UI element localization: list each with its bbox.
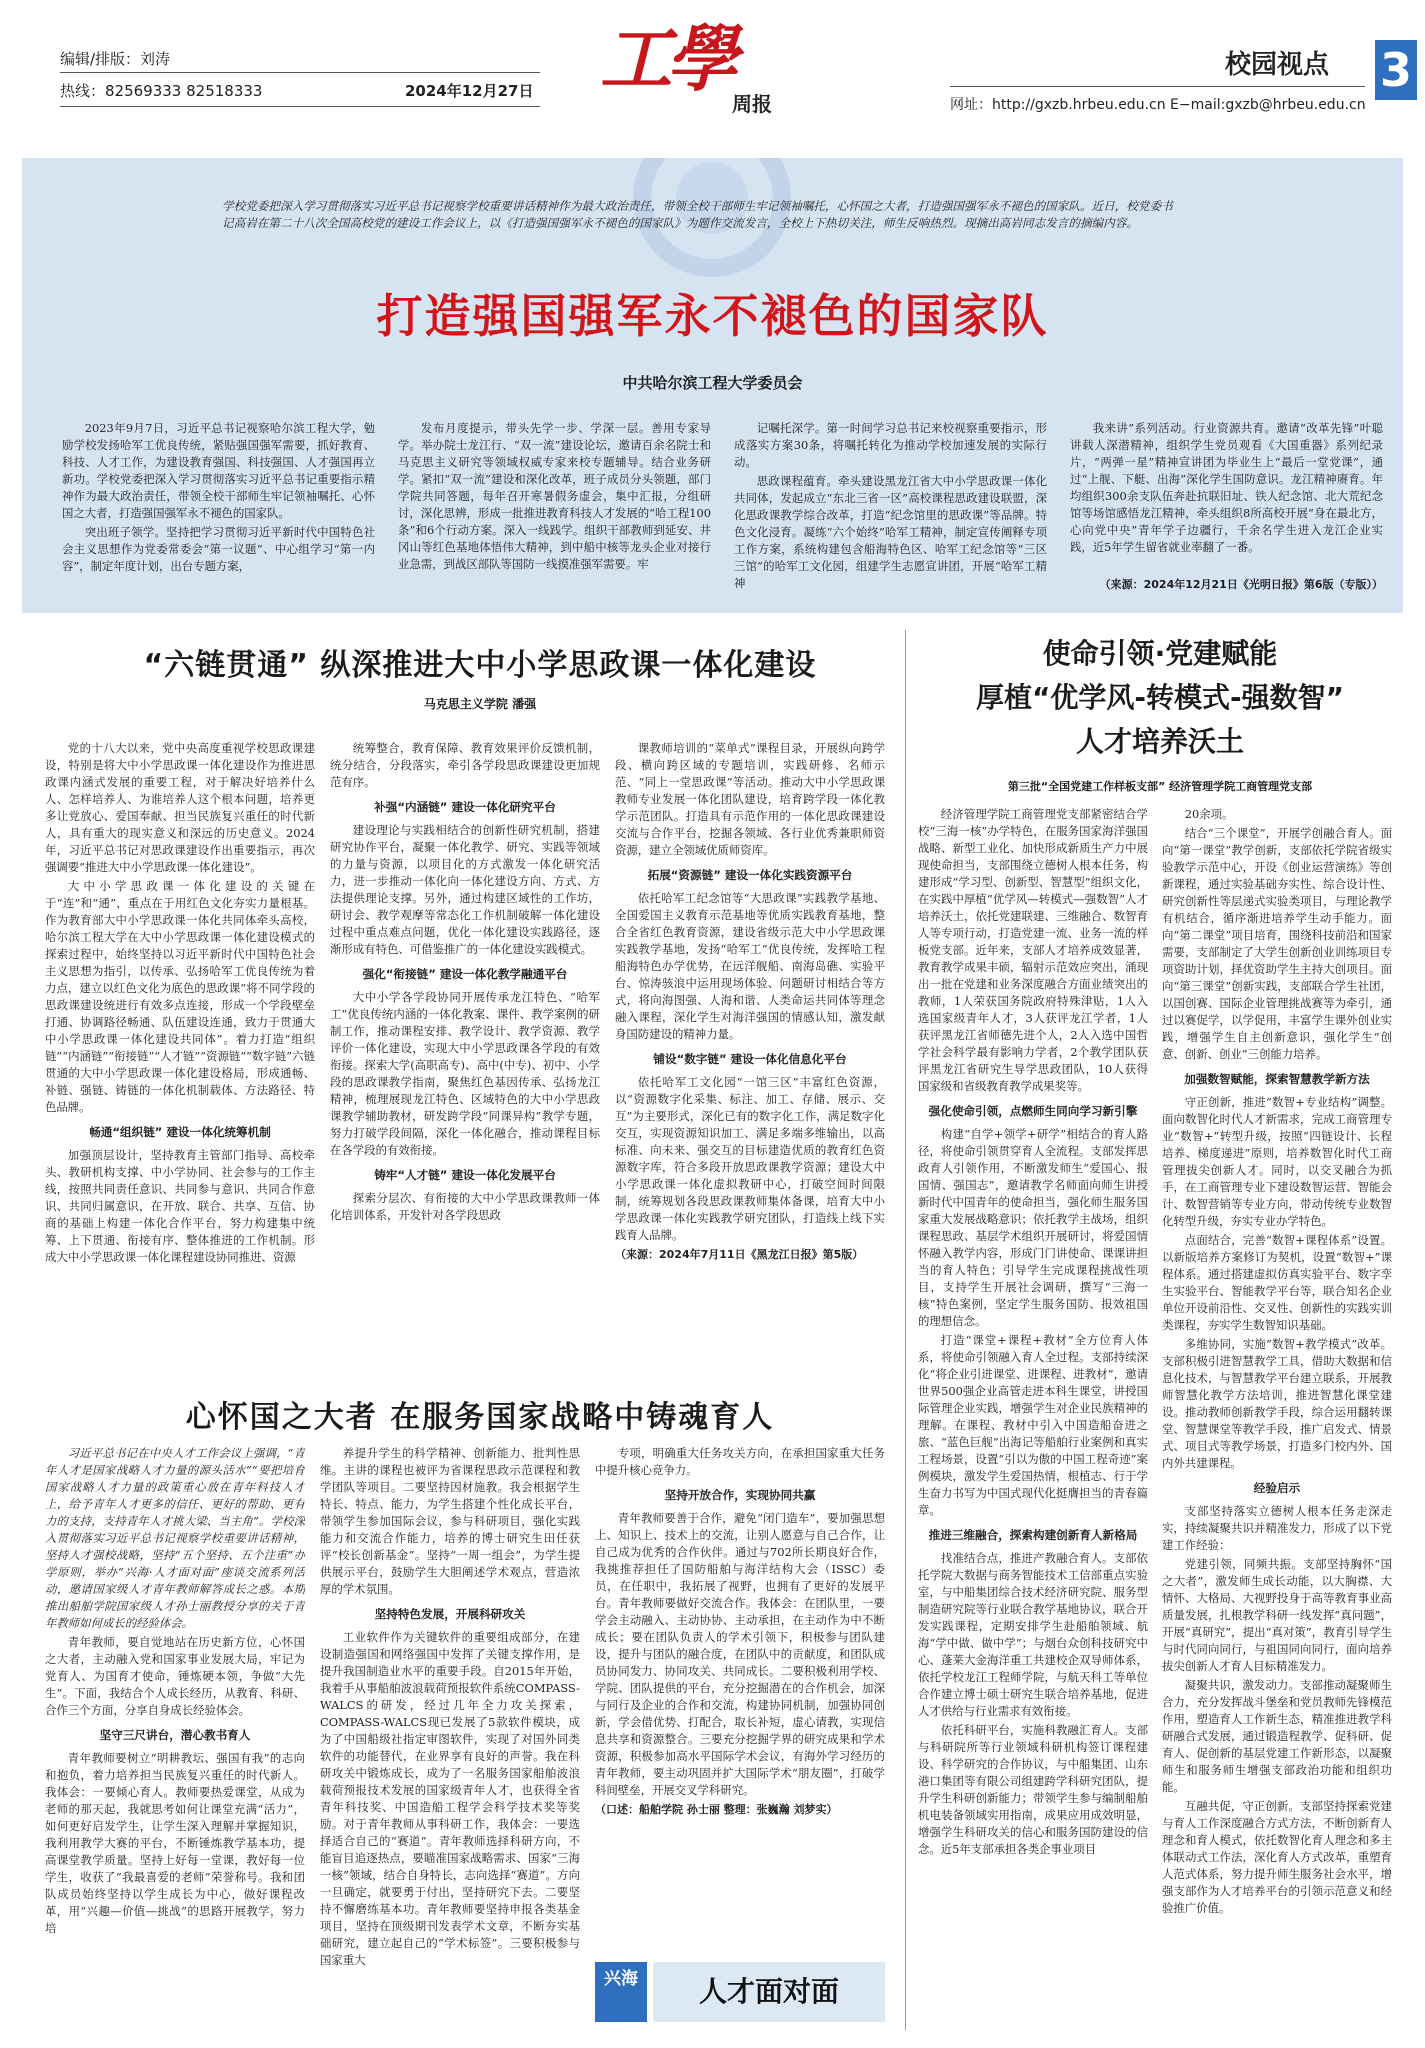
article3-credit: （口述：船舶学院 孙士丽 整理：张巍瀚 刘梦实）	[595, 1803, 838, 1816]
paragraph: 20余项。	[1184, 807, 1234, 821]
masthead-rule-left	[60, 72, 540, 73]
paragraph: 打造“课堂+课程+教材”全方位育人体系，将使命引领融入育人全过程。支部持续深化“将企业引进课堂、进课程、进教材”，邀请世界500强企业高管走进本科生课堂，讲授国际管理企业实践，增强学生对企业民族精神的理解。在课程、教材中引入中国造船奋进之旅、“蓝色巨舰”出海记等船舶行业案例和真实工程场景，设置“引以为傲的中国工程奇迹”案例模块，激发学生爱国热情，根植志、行于学生奋力书写为中国式现代化挺膺担当的青春篇章。	[918, 1333, 1148, 1517]
paragraph: 互融共促，守正创新。支部坚持探索党建与育人工作深度融合方式方法，不断创新育人理念和育人模式，依托数智化育人理念和多主体联动式工作法，深化育人方式改革，重塑育人范式体系，努力提升师生服务社会水平，增强支部作为人才培养平台的引领示范意义和经验推广价值。	[1162, 1799, 1392, 1915]
hotline-label: 热线：82569333 82518333	[60, 82, 263, 100]
masthead-rule-right	[950, 86, 1365, 87]
subheading: 坚守三尺讲台，潜心教书育人	[99, 1728, 251, 1742]
badge-small: 兴海	[595, 1962, 647, 2022]
title-line-1: 使命引领·党建赋能	[1042, 637, 1278, 670]
article1-column-2	[330, 740, 600, 1380]
paragraph: 思政课程蕴育。牵头建设黑龙江省大中小学思政课一体化共同体，发起成立“东北三省一区”高校课程思政建设联盟，深化思政课教学综合改革，打造“纪念馆里的思政课”等品牌。特色文化浸育。凝练“六个始终”哈军工精神，制定宣传阐释专项工作方案，系统构建包含船海特色区、哈军工纪念馆等“三区三馆”的哈军工文化园，组建学生志愿宣讲团，开展“哈军工精神	[734, 474, 1047, 590]
paragraph: 大中小学思政课一体化建设的关键在于“连”和“通”，重点在于用红色文化夯实力量根基。作为教育部大中小学思政课一体化共同体牵头高校，哈尔滨工程大学在大中小学思政课一体化建设模式的探索过程中，始终坚持以习近平新时代中国特色社会主义思想为指引，以传承、弘扬哈军工优良传统为着力点，建立以红色文化为底色的思政课“将不同学段的思政课建设统进行有效多点连接，形成一个学段壁垒打通、协调路径畅通、队伍建设连通，致力于贯通大中小学思政课一体化建设共同体”。着力打造“组织链”“内涵链”“衔接链”“人才链”“资源链”“数字链”六链贯通的大中小学思政课一体化建设格局，形成通畅、补链、强链、铸链的一体化机制载体、方法路径、特色品牌。	[45, 879, 315, 1114]
masthead-rule-left2	[60, 106, 540, 107]
editor-label: 编辑/排版：刘涛	[60, 50, 171, 68]
subheading: 坚持开放合作，实现协同共赢	[664, 1488, 816, 1502]
article2-column-1	[918, 806, 1148, 2031]
paragraph: 养提升学生的科学精神、创新能力、批判性思维。主讲的课程也被评为省课程思政示范课程和教学团队等项目。二要坚持因材施教。我会根据学生特长、特点、能力，为学生搭建个性化成长平台，带领学生参加国际会议，参与科研项目，强化实践能力和交流合作能力，培养的博士研究生田任获评“校长创新基金”。坚持“一周一组会”，为学生提供展示平台，鼓励学生大胆阐述学术观点，营造浓厚的学术氛围。	[320, 1446, 580, 1596]
article2-byline: 第三批“全国党建工作样板支部” 经济管理学院工商管理党支部	[1007, 780, 1313, 793]
paragraph: 结合“三个课堂”，开展学创融合育人。面向“第一课堂”教学创新，支部依托学院省级实验教学示范中心，开设《创业运营演练》等创新课程，通过实验基础夯实性、综合设计性、研究创新性等层递式实验类项目，与理论教学有机结合，循序渐进培养学生动手能力。面向“第二课堂”项目培育，围绕科技前沿和国家需要，支部制定了大学生创新创业训练项目专项资助计划，择优资助学生主持大创项目。面向“第三课堂”创新实践，支部联合学生社团，以国创赛、国际企业管理挑战赛等为牵引，通过以赛促学，以学促用，丰富学生课外创业实践，增强学生自主创新意识，强化学生“创意、创新、创业”三创能力培养。	[1162, 826, 1392, 1061]
paragraph: 统筹整合，教育保障、教育效果评价反馈机制，统分结合，分段落实，牵引各学段思政课建设更加规范有序。	[330, 741, 600, 789]
newspaper-logo	[600, 16, 780, 116]
feature-panel	[22, 158, 1403, 613]
feature-column-2	[398, 420, 711, 590]
issue-date: 2024年12月27日	[405, 82, 534, 100]
article3-title: 心怀国之大者 在服务国家战略中铸魂育人	[185, 1400, 775, 1435]
subheading: 坚持特色发展，开展科研攻关	[374, 1607, 526, 1621]
feature-intro: 学校党委把深入学习贯彻落实习近平总书记视察学校重要讲话精神作为最大政治责任，带领全校干部师生牢记领袖嘱托，心怀国之大者，打造强国强军永不褪色的国家队。近日，校党委书记高岩在第二十八次全国高校党的建设工作会议上，以《打造强国强军永不褪色的国家队》为题作交流发言，全校上下热切关注，师生反响热烈。现摘出高岩同志发言的摘编内容。	[222, 199, 1173, 230]
article2-column-2	[1162, 806, 1392, 2031]
subheading: 推进三维融合，探索构建创新育人新格局	[928, 1528, 1138, 1542]
weekly-label: 周报	[732, 92, 772, 116]
paragraph: 依托科研平台，实施科教融汇育人。支部与科研院所等行业领域科研机构签订课程建设、科学研究的合作协议，与中船集团、山东港口集团等有限公司组建跨学科研究团队，提升学生科研创新能力；带领学生参与编制船舶机电装备领域实用指南，成果应用成效明显，增强学生科研攻关的信心和服务国防建设的信念。近5年支部承担各类企事业项目	[918, 1723, 1148, 1856]
article3-column-2	[320, 1445, 580, 2030]
subheading: 拓展“资源链” 建设一体化实践资源平台	[647, 868, 853, 882]
article1-title: “六链贯通” 纵深推进大中小学思政课一体化建设	[143, 648, 817, 683]
subheading: 加强数智赋能，探索智慧教学新方法	[1184, 1072, 1370, 1086]
paragraph: 课教师培训的“菜单式”课程目录，开展纵向跨学段、横向跨区域的专题培训，实践研修、名师示范、“同上一堂思政课”等活动。推动大中小学思政课教师专业发展一体化团队建设，培育跨学段一体化教学示范团队。打造具有示范作用的一体化思政课建设交流与合作平台，挖掘各领域、各行业优秀兼职师资资源，建立全领域优质师资库。	[615, 741, 885, 857]
paragraph: 依托哈军工纪念馆等“大思政课”实践教学基地、全国爱国主义教育示范基地等优质实践教育基地，整合全省红色教育资源，建设省级示范大中小学思政课实践教学基地，发扬“哈军工”优良传统，发挥哈工程船海特色办学优势，在远洋舰船、南海岛礁、实验平台、惊涛骇浪中运用现场体验、问题研讨相结合等方式，将向海图强、人海和谐、人类命运共同体等理念融入课程，深化学生对海洋强国的情感认知，激发献身国防建设的精神力量。	[615, 891, 885, 1041]
paragraph: 守正创新，推进“数智+专业结构”调整。面向数智化时代人才新需求，完成工商管理专业“数智+”转型升级，按照“四链设计、长程培养、梯度递进”原则，培养数智化时代工商管理拔尖创新人才。同时，以交叉融合为抓手，在工商管理专业下建设数智运营、智能会计、数智营销等专业方向，带动传统专业数智化转型升级，夯实专业办学特色。	[1162, 1095, 1392, 1228]
paragraph: 青年教师要树立“明耕教坛、强国有我”的志向和抱负，着力培养担当民族复兴重任的时代新人。我体会：一要倾心育人。教师要热爱课堂，从成为老师的那天起，我就思考如何让课堂充满“活力”，如何更好启发学生，让学生深入理解并掌握知识，我利用教学大赛的平台，不断锤炼教学基本功，提高课堂教学质量。坚持上好每一堂课，教好每一位学生，收获了“我最喜爱的老师”荣誉称号。我和团队成员始终坚持以学生成长为中心，做好课程改革，用“兴趣—价值—挑战”的思路开展教学，努力培	[45, 1751, 305, 1935]
paragraph: 支部坚持落实立德树人根本任务走深走实，持续凝聚共识并精准发力，形成了以下党建工作经验：	[1162, 1504, 1392, 1552]
paragraph: 经济管理学院工商管理党支部紧密结合学校“三海一核”办学特色，在服务国家海洋强国战略、新型工业化、加快形成新质生产力中展现使命担当，支部围绕立德树人根本任务，构建形成“学习型、创新型、智慧型”组织文化，在实践中厚植“优学风—转模式—强数智”人才培养沃土，依托党建联建、三维融合、数智育人等专项行动，打造党建一流、业务一流的样板党支部。近年来，支部人才培养成效显著，教育教学成果丰硕，辐射示范效应突出，涌现出一批在党建和业务深度融合方面业绩突出的教师，1人荣获国务院政府特殊津贴，1人入选国家级青年人才，3人获评龙江学者，1人获评黑龙江省师德先进个人，2人入选中国哲学社会科学最有影响力学者，2个教学团队获评黑龙江省研究生导学思政团队，10人获得国家级和省级教育教学成果奖等。	[918, 807, 1148, 1093]
paragraph: 探索分层次、有衔接的大中小学思政课教师一体化培训体系，开发针对各学段思政	[330, 1191, 600, 1222]
paragraph: 我来讲”系列活动。行业资源共育。邀请“改革先锋”叶聪讲载人深潜精神，组织学生党员观看《大国重器》系列纪录片，“两弹一星”精神宣讲团为毕业生上“最后一堂党课”，通过“上舰、下艇、出海”深化学生国防意识。龙江精神赓育。年均组织300余支队伍奔赴抗联旧址、铁人纪念馆、北大荒纪念馆等场馆感悟龙江精神，牵头组织8所高校开展“身在最北方，心向党中央”青年学子边疆行，千余名学生进入龙江企业实践，近5年学生留省就业率翻了一番。	[1070, 421, 1383, 554]
paragraph: 构建“自学+领学+研学”相结合的育人路径，将使命引领贯穿育人全流程。支部发挥思政育人引领作用，不断激发师生“爱国心、报国情、强国志”，邀请教学名师面向师生讲授新时代中国青年的使命担当，强化师生服务国家重大发展战略意识；依托教学主战场，组织课程思政、基层学术组织开展研讨，将爱国情怀融入教学内容，形成门门讲使命、课课讲担当的育人特色；引导学生完成课程挑战性项目，支持学生开展社会调研，撰写“三海一核”特色案例，坚定学生服务国防、报效祖国的理想信念。	[918, 1127, 1148, 1328]
article3-intro: 习近平总书记在中央人才工作会议上强调，“青年人才是国家战略人才力量的源头活水”“要把培育国家战略人才力量的政策重心放在青年科技人才上，给予青年人才更多的信任、更好的帮助、更有力的支持，支持青年人才挑大梁、当主角”。学校深入贯彻落实习近平总书记视察学校重要讲话精神，坚持人才强校战略，坚持“五个坚持、五个注重”办学原则，举办“兴海·人才面对面”座谈交流系列活动，邀请国家级人才青年教师解答成长之惑。本期推出船舶学院国家级人才孙士丽教授分享的关于青年教师如何成长的经验体会。	[45, 1446, 305, 1630]
column-divider	[905, 630, 906, 2030]
paragraph: 工业软件作为关键软件的重要组成部分，在建设制造强国和网络强国中发挥了关键支撑作用，是提升我国制造业水平的重要手段。自2015年开始，我着手从事船舶波浪载荷预报软件系统COMPASS-WALCS的研发，经过几年全力攻关探索，COMPASS-WALCS现已发展了5款软件模块，成为了中国船级社指定审图软件，实现了对国外同类软件的功能替代，在业界享有良好的声誉。我在科研攻关中锻炼成长，成为了一名服务国家船舶波浪载荷预报技术发展的国家级青年人才，也获得全省青年科技奖、中国造船工程学会科学技术奖等奖励。对于青年教师从事科研工作，我体会：一要选择适合自己的“赛道”。青年教师选择科研方向，不能盲目追逐热点，要瞄准国家战略需求、国家“三海一核”领域，结合自身特长，志向选择“赛道”。方向一旦确定，就要勇于付出，坚持研究下去。二要坚持不懈磨练基本功。青年教师要坚持申报各类基金项目，坚持在顶级期刊发表学术文章，不断夯实基础研究，建立起自己的“学术标签”。三要积极参与国家重大	[320, 1630, 580, 1967]
web-email: 网址：http://gxzb.hrbeu.edu.cn E−mail:gxzb@hrbeu.edu.cn	[950, 97, 1366, 113]
paragraph: 依托哈军工文化园“一馆三区”丰富红色资源，以“资源数字化采集、标注、加工、存储、展示、交互”为主要形式，深化已有的数字化工作，满足数字化交互，实现资源知识加工、满足多端多维输出，以高标准、向未来、强交互的目标建造优质的教育红色资源数字库，符合多段开放思政课教学资源；建设大中小学思政课一体化虚拟教研中心，打破空间时间限制，统筹规划各段思政课教师集体备课，培育大中小学思政课一体化实践教学研究团队，打造线上线下实践育人品牌。	[615, 1075, 885, 1242]
logo-text: 工學	[600, 16, 733, 101]
paragraph: 找准结合点，推进产教融合育人。支部依托学院大数据与商务智能技术工信部重点实验室，与中船集团综合技术经济研究院、服务型制造研究院等行业联合教学基地协议，联合开发实践课程，定期安排学生赴船舶领域、航海“学中做、做中学”；与烟台众创科技研究中心、蓬莱大金海洋重工共建校企双导师体系，依托学校龙江工程师学院，与航天科工等单位合作建立博士硕士研究生联合培养基地，促进人才供给与行业需求有效衔接。	[918, 1551, 1148, 1718]
page-number: 3	[1375, 40, 1417, 100]
article1-byline: 马克思主义学院 潘强	[423, 697, 537, 711]
interview-badge	[595, 1962, 885, 2022]
article1-column-3	[615, 740, 885, 1380]
paragraph: 凝聚共识，激发动力。支部推动凝聚师生合力，充分发挥战斗堡垒和党员教师先锋模范作用，塑造育人工作新生态，精准推进教学科研融合式发展，通过锻造程教学、促科研、促育人、促创新的基层党建工作新形态，以凝聚师生和服务师生增强支部政治功能和组织功能。	[1162, 1678, 1392, 1794]
paragraph: 记嘱托深学。第一时间学习总书记来校视察重要指示，形成落实方案30条，将嘱托转化为推动学校加速发展的实际行动。	[734, 421, 1047, 469]
feature-column-3	[734, 420, 1047, 590]
paragraph: 点面结合，完善“数智+课程体系”设置。以新版培养方案修订为契机，设置“数智+”课程体系。通过搭建虚拟仿真实验平台、数字孪生实验平台、智能教学平台等，联合知名企业单位开设前沿性、交叉性、创新性的实践实训类课程，夯实学生数智知识基础。	[1162, 1233, 1392, 1332]
feature-column-1	[62, 420, 375, 590]
article3-column-3	[595, 1445, 885, 1945]
subheading: 铺设“数字链” 建设一体化信息化平台	[653, 1052, 847, 1066]
paragraph: 青年教师要善于合作，避免“闭门造车”，要加强思想上、知识上、技术上的交流，让别人愿意与自己合作，让自己成为优秀的合作伙伴。通过与702所长期良好合作，我挑推荐担任了国防船舶与海洋结构大会（ISSC）委员，在任职中，我拓展了视野，也拥有了更好的发展平台。青年教师要做好交流合作。我体会：在团队里，一要学会主动融入、主动协协、主动承担，在主动作为中不断成长；要在团队负责人的学术引领下，积极参与团队建设，提升与团队的融合度，在团队中的贡献度，和团队成员协同发力、协同攻关、共同成长。二要积极利用学校、学院、团队提供的平台，充分挖掘潜在的合作机会，加深与同行及企业的合作和交流，构建协同机制，加强协同创新，学会借优势、打配合，取长补短，虚心请教，实现信息共享和资源整合。三要充分挖掘学界的研究成果和学术资源，积极参加高水平国际学术会议，有海外学习经历的青年教师，要主动巩固并扩大国际学术“朋友圈”，打破学科间壁垒，开展交叉学科研究。	[595, 1511, 885, 1797]
paragraph: 大中小学各学段协同开展传承龙江特色、“哈军工”优良传统内涵的一体化教案、课件、教学案例的研制工作，推动课程安排、教学设计、教学资源、教学评价一体化建设，实现大中小学思政课各学段的有效衔接。探索大学(高职高专)、高中(中专)、初中、小学段的思政课教学指南，聚焦红色基因传承、弘扬龙江精神，梳理展现龙江特色、区域特色的大中小学思政课教学辅助教材，研发跨学段“同课异构”教学专题，努力打破学段间隔，深化一体化融合，推动课程目标在各学段的有效衔接。	[330, 990, 600, 1157]
section-name: 校园视点	[1225, 50, 1330, 80]
paragraph: 青年教师，要自觉地站在历史新方位，心怀国之大者，主动融入党和国家事业发展大局，牢记为党育人、为国育才使命，锤炼硬本领，争做“大先生”。下面，我结合个人成长经历，从教育、科研、合作三个方面，分享自身成长经验体会。	[45, 1635, 305, 1717]
article2-title	[915, 632, 1405, 764]
paragraph: 多维协同，实施“数智+教学模式”改革。支部积极引进智慧教学工具，借助大数据和信息化技术，与智慧教学平台建立联系，开展教师智慧化教学方法培训，推进智慧化课堂建设。推动教师创新教学手段，综合运用翻转课堂、智慧课堂等教学手段，推广启发式、情景式、项目式等教学场景，打造多门校内外、国内外共建课程。	[1162, 1337, 1392, 1470]
paragraph: 建设理论与实践相结合的创新性研究机制，搭建研究协作平台，凝聚一体化教学、研究、实践等领域的力量与资源，以项目化的方式激发一体化研究活力，进一步推动一体化向一体化建设方向、方式、方法提供理论支撑。另外，通过构建区域性的工作坊，研讨会、教学观摩等常态化工作机制破解一体化建设过程中重点难点问题，优化一体化建设实践路径，逐渐形成有特色、可借鉴推广的一体化建设实践模式。	[330, 823, 600, 956]
subheading: 铸牢“人才链” 建设一体化发展平台	[374, 1168, 556, 1182]
paragraph: 专项，明确重大任务攻关方向，在承担国家重大任务中提升核心竞争力。	[595, 1446, 885, 1477]
feature-column-4	[1070, 420, 1383, 570]
badge-title: 人才面对面	[653, 1962, 885, 2022]
feature-byline: 中共哈尔滨工程大学委员会	[622, 374, 803, 392]
article1-source: （来源：2024年7月11日《黑龙江日报》第5版）	[615, 1248, 864, 1261]
subheading: 强化“衔接链” 建设一体化教学融通平台	[362, 967, 568, 981]
feature-title: 打造强国强军永不褪色的国家队	[376, 289, 1049, 343]
subheading: 补强“内涵链” 建设一体化研究平台	[374, 800, 556, 814]
subheading: 畅通“组织链” 建设一体化统筹机制	[89, 1125, 271, 1139]
paragraph: 加强顶层设计，坚持教育主管部门指导、高校牵头、教研机构支撑、中小学协同、社会参与的工作主线，按照共同责任意识、共同参与意识、共同合作意识、共同归属意识，在开放、联合、共享、互信、协商的基础上构建一体化合作平台，努力构建集中统筹、上下贯通、衔接有序、整体推进的工作机制。形成大中小学思政课一体化课程建设协同推进、资源	[45, 1148, 315, 1264]
article3-column-1	[45, 1445, 305, 2030]
title-line-3: 人才培养沃土	[1075, 725, 1244, 758]
paragraph: 2023年9月7日，习近平总书记视察哈尔滨工程大学，勉励学校发扬哈军工优良传统，紧贴强国强军需要，抓好教育、科技、人才工作，为建设教育强国、科技强国、人才强国再立新功。学校党委把深入学习贯彻落实习近平总书记重要指示精神作为最大政治责任，带领全校干部师生牢记领袖嘱托、心怀国之大者，打造强国强军永不褪色的国家队。	[62, 421, 375, 520]
subheading: 经验启示	[1253, 1481, 1301, 1495]
article1-column-1	[45, 740, 315, 1380]
feature-source: （来源：2024年12月21日《光明日报》第6版（专版））	[1099, 578, 1383, 591]
masthead	[0, 0, 1425, 125]
paragraph: 党的十八大以来，党中央高度重视学校思政课建设，特别是将大中小学思政课一体化建设作为推进思政课内涵式发展的重要工程，对于解决好培养什么人、怎样培养人、为谁培养人这个根本问题，培养更多让党放心、爱国奉献、担当民族复兴重任的时代新人，具有重大的现实意义和深远的历史意义。2024年，习近平总书记对思政课建设作出重要指示，再次强调要“推进大中小学思政课一体化建设”。	[45, 741, 315, 874]
paragraph: 发布月度提示，带头先学一步、学深一层。善用专家导学。举办院士龙江行、“双一流”建设论坛，邀请百余名院士和马克思主义研究等领域权威专家来校专题辅导。结合业务研学。紧扣“双一流”建设和深化改革，班子成员分头领题，部门学院共同答题，每年召开寒暑假务虚会，集中汇报，分组研讨，深化思辨，形成一批推进教育科技人才发展的“哈工程100条”和6个行动方案。深入一线践学。组织干部教师到延安、井冈山等红色基地体悟伟大精神，到中船中核等龙头企业对接行业急需，到战区部队等国防一线摸准强军需要。牢	[398, 421, 711, 571]
paragraph: 突出班子领学。坚持把学习贯彻习近平新时代中国特色社会主义思想作为党委常委会“第一议题”、中心组学习“第一内容”，制定年度计划，出台专题方案，	[62, 525, 375, 573]
paragraph: 党建引领，同频共振。支部坚持胸怀“国之大者”，激发师生成长动能，以大胸襟、大情怀、大格局、大视野投身于高等教育事业高质量发展，扎根教学科研一线发挥“真问题”，开展“真研究”，提出“真对策”，教育引导学生与时代同向同行，与祖国同向同行，面向培养拔尖创新人才育人目标精准发力。	[1162, 1557, 1392, 1673]
subheading: 强化使命引领，点燃师生同向学习新引擎	[928, 1104, 1138, 1118]
title-line-2: 厚植“优学风-转模式-强数智”	[975, 681, 1345, 714]
